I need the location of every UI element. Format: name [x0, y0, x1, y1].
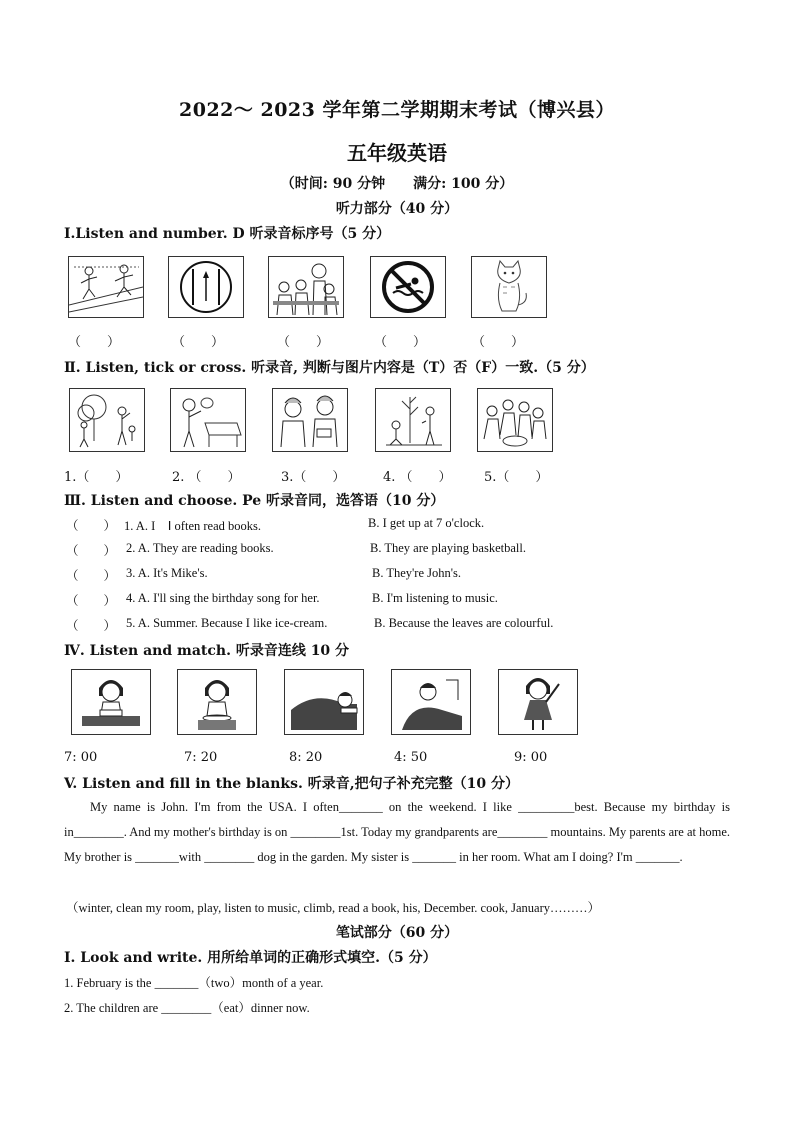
running-race-picture [68, 256, 144, 318]
written-section1-heading: Ⅰ. Look and write. 用所给单词的正确形式填空.（5 分） [64, 950, 437, 966]
two-cooks-picture [272, 388, 348, 452]
answer-paren[interactable]: （ ） [66, 519, 117, 533]
time-label-3: 8: 20 [289, 750, 323, 765]
written-part-title: 笔试部分（60 分） [335, 925, 459, 941]
girl-sleeping-picture [284, 669, 364, 735]
exam-title: 2022～ 2023 学年第二学期期末考试（博兴县） [179, 99, 615, 121]
answer-paren[interactable]: （ ） [66, 544, 117, 558]
girl-in-bed-picture [391, 669, 471, 735]
section1-answer-5[interactable]: （ ） [472, 335, 525, 350]
time-info: （时间: 90 分钟 满分: 100 分） [280, 176, 514, 192]
section3-question-2 [66, 541, 766, 561]
section2-answer-3[interactable]: 3.（ ） [281, 470, 346, 485]
kids-by-tree-picture [69, 388, 145, 452]
option-b: B. I'm listening to music. [372, 591, 498, 605]
girl-waving-picture [498, 669, 578, 735]
section2-answer-5[interactable]: 5.（ ） [484, 470, 549, 485]
option-b: B. They're John's. [372, 566, 461, 580]
fill-in-paragraph: My name is John. I'm from the USA. I often_______ on the weekend. I like _________best. Because my birthday is in________. And my mother's birthday is on ________1st. Today my grandparents are________ mountains. My parents are at home. My brother is _______with ________ dog in the garden. My sister is _______ in her room. What am I doing? I'm _______. [64, 800, 730, 864]
section1-answer-3[interactable]: （ ） [277, 335, 330, 350]
section2-answer-2[interactable]: 2. （ ） [172, 470, 241, 485]
section3-question-4 [66, 591, 766, 611]
section1-heading: Ⅰ.Listen and number. D 听录音标序号（5 分） [64, 226, 391, 242]
section2-heading: Ⅱ. Listen, tick or cross. 听录音, 判断与图片内容是（T）否（F）一致.（5 分） [64, 360, 595, 376]
time-label-4: 4: 50 [394, 750, 428, 765]
no-swimming-sign-picture [370, 256, 446, 318]
girl-reading-picture [71, 669, 151, 735]
option-a: 1. A. I Ⅰ often read books. [124, 519, 261, 533]
section2-answer-4[interactable]: 4. （ ） [383, 470, 452, 485]
time-label-5: 9: 00 [514, 750, 548, 765]
section2-answer-1[interactable]: 1.（ ） [64, 470, 129, 485]
answer-paren[interactable]: （ ） [66, 594, 117, 608]
section3-question-5 [66, 616, 766, 636]
option-a: 2. A. They are reading books. [126, 541, 274, 555]
cat-picture [471, 256, 547, 318]
kids-planting-tree-picture [375, 388, 451, 452]
option-a: 5. A. Summer. Because I like ice-cream. [126, 616, 328, 630]
section3-heading: Ⅲ. Listen and choose. Pe 听录音同，选答语（10 分） [64, 493, 445, 509]
answer-paren[interactable]: （ ） [66, 619, 117, 633]
parade-picture [268, 256, 344, 318]
option-b: B. I get up at 7 o'clock. [368, 516, 485, 530]
exam-subtitle: 五年级英语 [347, 141, 447, 165]
section5-heading: V. Listen and fill in the blanks. 听录音,把句子补充完整（10 分） [64, 776, 519, 792]
option-b: B. Because the leaves are colourful. [374, 616, 554, 630]
written-question-1: 1. February is the _______（two）month of a year. [64, 976, 324, 990]
band-group-picture [477, 388, 553, 452]
time-label-2: 7: 20 [184, 750, 218, 765]
section1-answer-4[interactable]: （ ） [374, 335, 427, 350]
word-bank: （winter, clean my room, play, listen to music, climb, read a book, his, December. cook, January………） [66, 901, 600, 915]
section3-question-1 [66, 516, 766, 536]
listening-part-title: 听力部分（40 分） [335, 201, 459, 217]
section3-question-3 [66, 566, 766, 586]
girl-at-desk-picture [170, 388, 246, 452]
written-question-2: 2. The children are ________（eat）dinner now. [64, 1001, 310, 1015]
time-label-1: 7: 00 [64, 750, 98, 765]
option-a: 4. A. I'll sing the birthday song for her. [126, 591, 320, 605]
section1-answer-1[interactable]: （ ） [68, 335, 121, 350]
girl-eating-picture [177, 669, 257, 735]
up-arrow-sign-picture [168, 256, 244, 318]
section4-heading: Ⅳ. Listen and match. 听录音连线 10 分 [64, 643, 350, 659]
option-b: B. They are playing basketball. [370, 541, 526, 555]
option-a: 3. A. It's Mike's. [126, 566, 208, 580]
section1-answer-2[interactable]: （ ） [172, 335, 225, 350]
answer-paren[interactable]: （ ） [66, 569, 117, 583]
